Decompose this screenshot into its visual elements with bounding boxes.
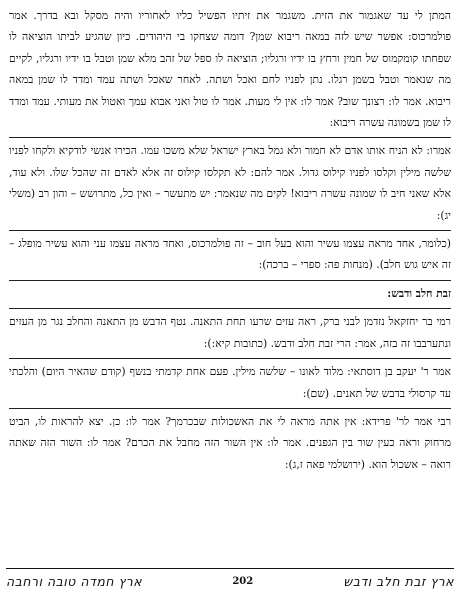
paragraph-explanation: (כלומר, אחד מראה עצמו עשיר והוא בעל חוב – זה פולמרכוס, ואחד מראה עצמו עני והוא עשיר מופלג – זה איש גוש חלב). (מנחות פה: ספרי – ברכה): bbox=[9, 237, 451, 272]
paragraph-divider bbox=[9, 308, 451, 309]
paragraph-divider bbox=[9, 280, 451, 281]
paragraph-yaakov-ben-dostai: אמר ר' יעקב בן דוסתאי: מלוד לאונו – שלשה מילין. פעם אחת קדמתי בנשף (קודם שהאיר היום) והלכתי עד קרסולי בדבש של תאנים. (שם): bbox=[9, 365, 451, 400]
paragraph-polmarcos-olive: המתן לי עד שאגמור את הזית. משגמר את זיתיו הפשיל כליו לאחוריו והיה מסקל ובא בדרך. אמר פולמרכוס: אפשר שיש לזה במאה ריבוא שמן? דומה שצחקו בי היהודים. כיון שהגיע לביתו הוציאה לו שפחתו קומקמוס של חמין ורחץ בו ידיו ורגליו; הוציאה לו ספל של זהב מלא שמן וטבל בו ידיו ורגליו, לקיים מה שנאמר וטבל בשמן רגלו. נתן לפניו לחם ואכל ושתה. לאחר שאכל ושתה עמד ומדד לו שמן במאה ריבוא. אמר לו: רצונך שוב? אמר לו: אין לי מעות. אמר לו טול ואני אבוא עמך ואטול את מעותי. עמד ומדד לו שמן בשמונה עשרה ריבוא: bbox=[9, 9, 451, 130]
section-heading: זבת חלב ודבש: bbox=[387, 286, 451, 300]
page-number: 202 bbox=[232, 575, 254, 587]
paragraph-divider bbox=[9, 137, 451, 138]
paragraph-rami-bnei-brak: רמי בר יחזקאל נזדמן לבני ברק, ראה עזים שרעו תחת התאנה. נטף הדבש מן התאנה והחלב נגר מן העזים ונתערבבו זה בזה, אמר: הרי זבת חלב ודבש. (כתובות קיא:): bbox=[9, 315, 451, 350]
page-body bbox=[9, 5, 451, 561]
footer-series-title: ארץ חמדה טובה ורחבה bbox=[6, 573, 143, 589]
paragraph-laodicea: אמרו: לא הניח אותו אדם לא חמור ולא גמל בארץ ישראל שלא משכו עמו. הכירו אנשי לודקיא ולקחו לפניו שלשה מילין וקלסו לפניו קילוס גדול. אמר להם: לא תקלסו קילוס זה אלא לאדם זה שהכל שלו. ולא עוד, אלא שאני חיב לו שמונה עשרה ריבוא! לקים מה שנאמר: יש מתעשר – ואין כל, מתרושש – והון רב (משלי יג): bbox=[9, 144, 451, 222]
page-footer bbox=[6, 568, 454, 593]
paragraph-rabbi-prida: רבי אמר לר' פרידא: אין אתה מראה לי את האשכולות שבכרמך? אמר לו: כן. יצא להראות לו, הביט מרחוק וראה כעין שור בין הגפנים. אמר לו: אין השור הזה מחבל את הכרם? אמר לו: השור הזה שאתה רואה – אשכול הוא. (ירושלמי פאה ז,ג): bbox=[9, 414, 451, 471]
paragraph-divider bbox=[9, 408, 451, 409]
paragraph-divider bbox=[9, 358, 451, 359]
paragraph-divider bbox=[9, 230, 451, 231]
footer-book-title: ארץ זבת חלב ודבש bbox=[343, 573, 454, 589]
